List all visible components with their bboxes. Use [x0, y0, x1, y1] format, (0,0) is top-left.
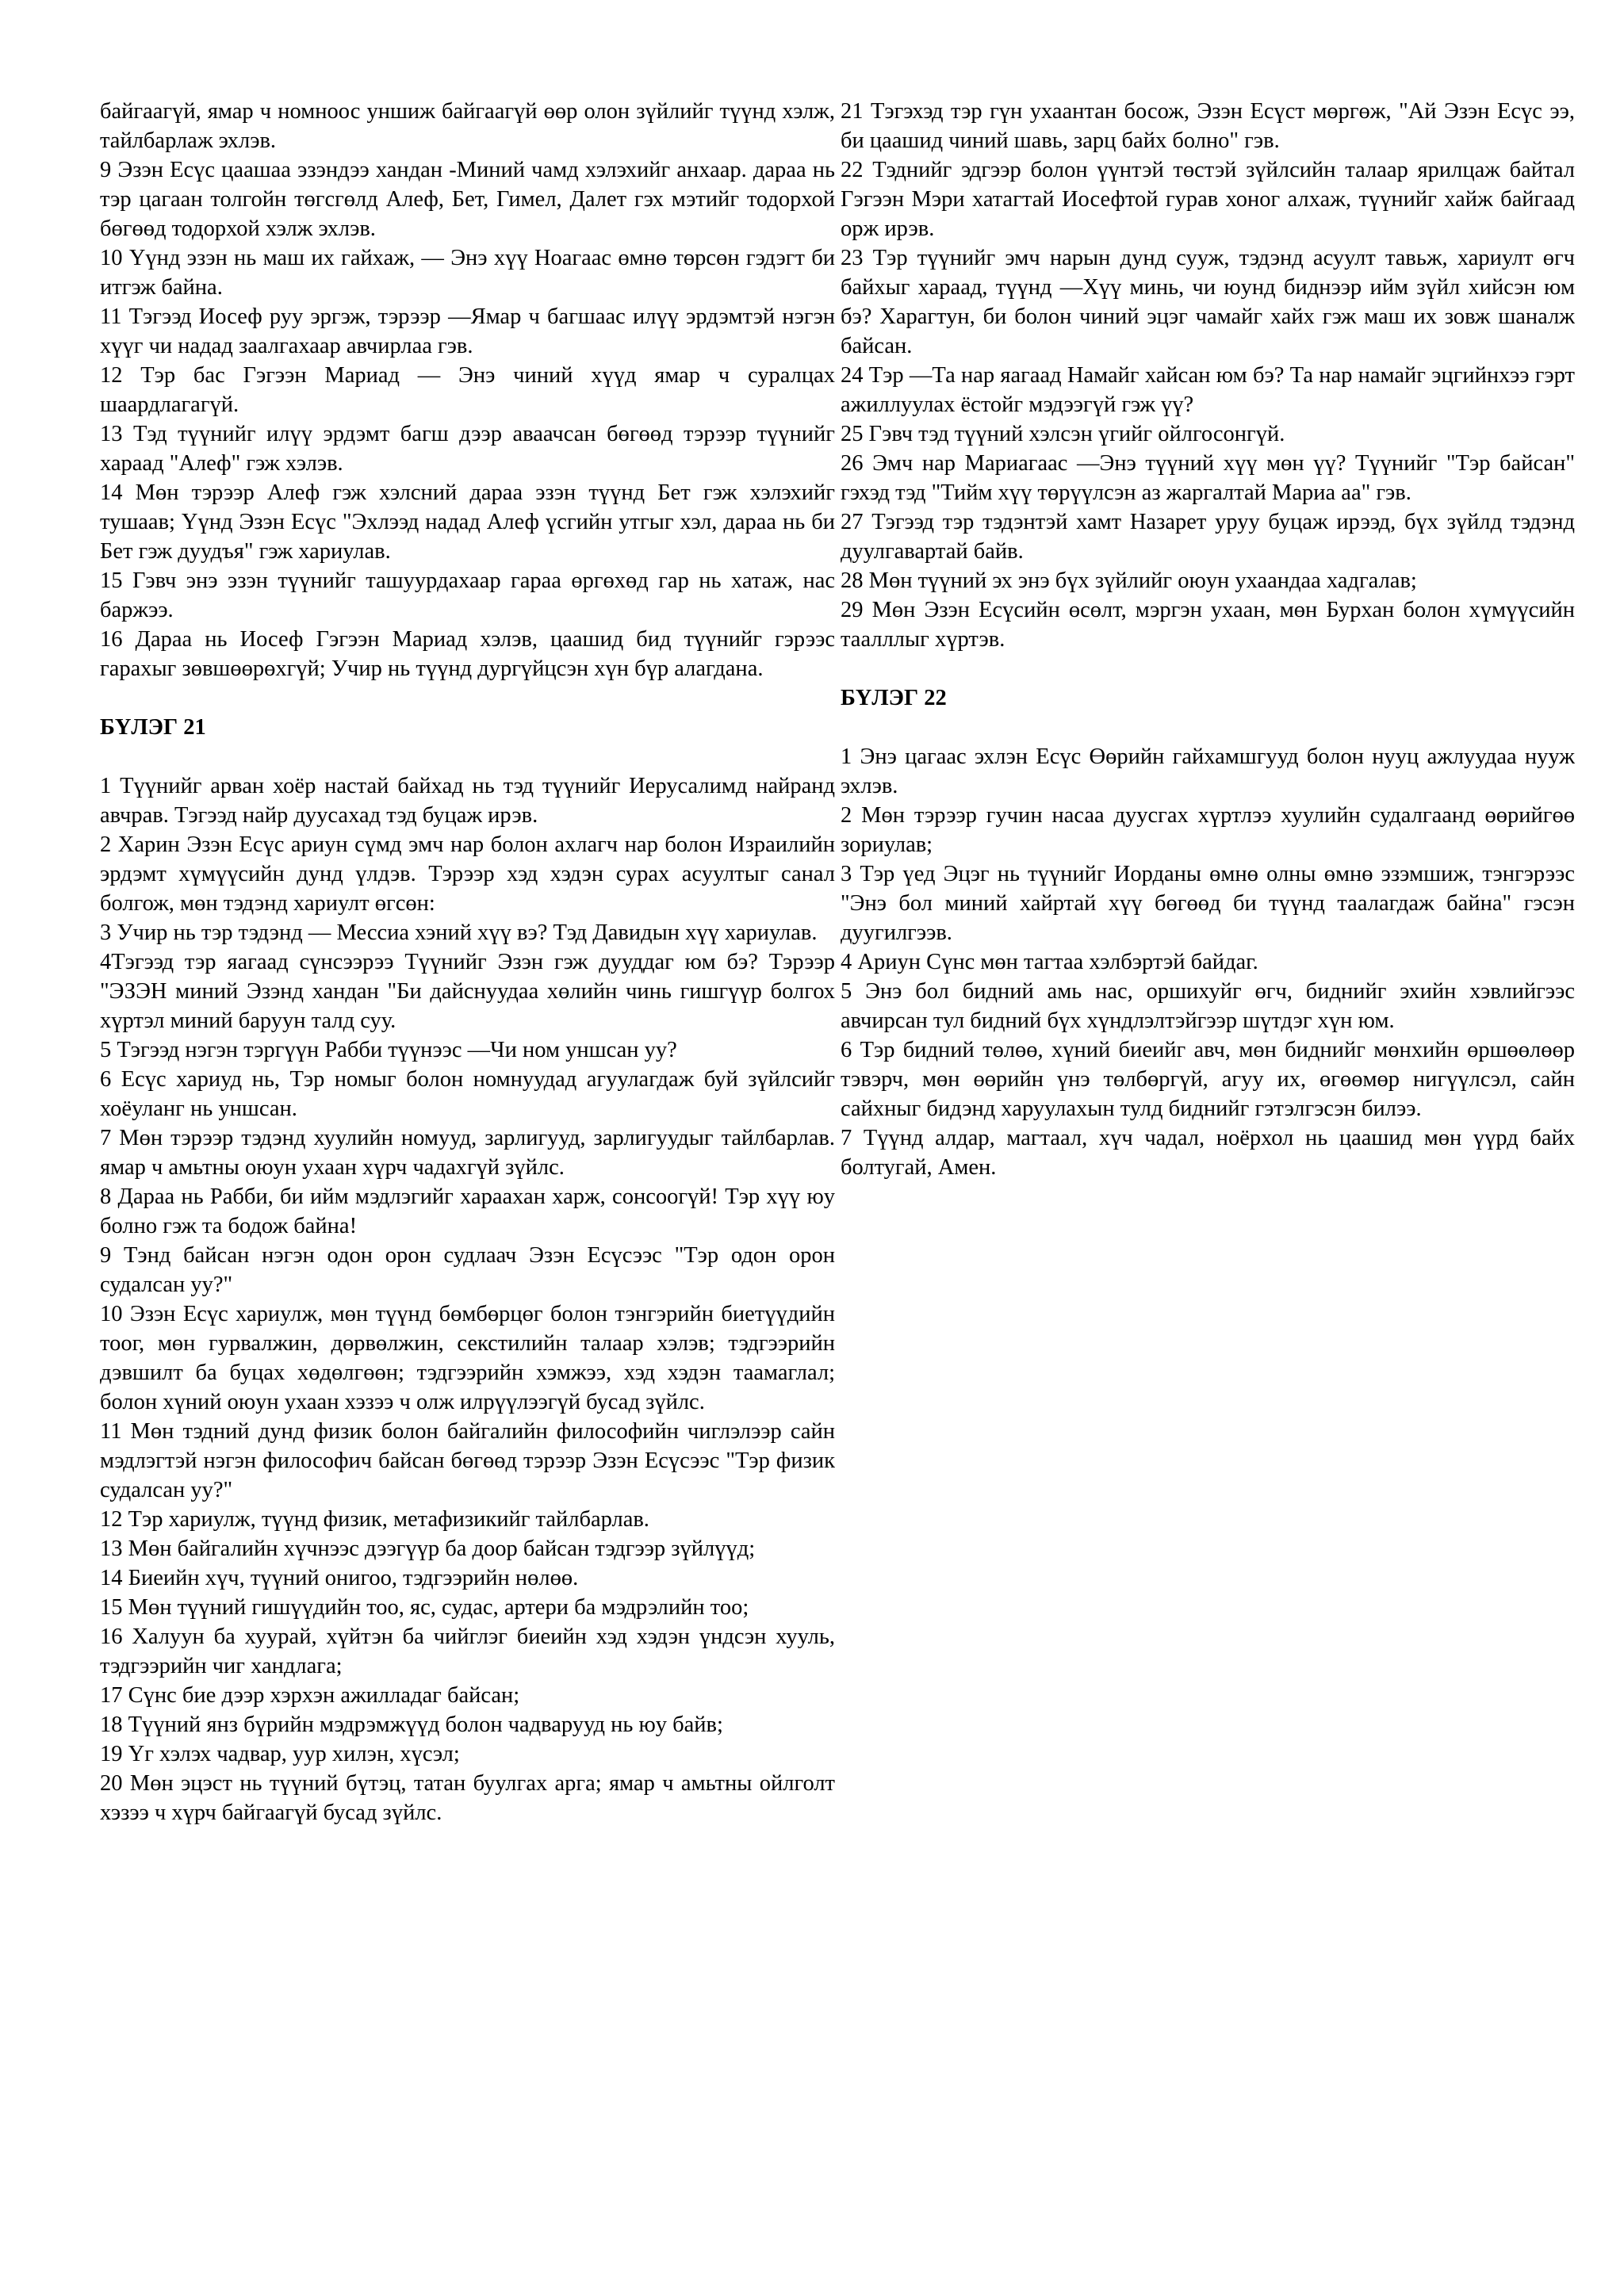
verse-paragraph: 23 Тэр түүнийг эмч нарын дунд сууж, тэдэнд асуулт тавьж, хариулт өгч байхыг хараад, түүнд —Хүү минь, чи юунд биднээр ийм зүйл хийсэн юм бэ? Харагтун, би болон чиний эцэг чамайг хайх гэж маш их зовж шаналж байсан.: [841, 246, 1575, 358]
verse-paragraph: 5 Энэ бол бидний амь нас, оршихуйг өгч, биднийг эхийн хэвлийгээс авчирсан тул бидний бүх хүндлэлтэйгээр шүтдэг хүн юм.: [841, 979, 1575, 1033]
verse-paragraph: 15 Гэвч энэ эзэн түүнийг ташуурдахаар гараа өргөхөд гар нь хатаж, нас баржээ.: [100, 568, 835, 622]
verse-paragraph: 10 Эзэн Есүс хариулж, мөн түүнд бөмбөрцөг болон тэнгэрийн биетүүдийн тоог, мөн гурвалжин, дөрвөлжин, секстилийн талаар хэлэв; тэдгээрийн дэвшилт ба буцах хөдөлгөөн; тэдгээрийн хэмжээ, хэд хэдэн таамаглал; болон хүний оюун ухаан хэзээ ч олж илрүүлээгүй бусад зүйлс.: [100, 1302, 835, 1414]
verse-paragraph: 25 Гэвч тэд түүний хэлсэн үгийг ойлгосонгүй.: [841, 422, 1285, 446]
verse-paragraph: 3 Учир нь тэр тэдэнд — Мессиа хэний хүү вэ? Тэд Давидын хүү хариулав.: [100, 920, 818, 945]
verse-paragraph: 4Тэгээд тэр яагаад сүнсээрээ Түүнийг Эзэн гэж дууддаг юм бэ? Тэрээр "ЭЗЭН миний Эзэнд хандан "Би дайснуудаа хөлийн чинь гишгүүр болгох хүртэл миний баруун талд суу.: [100, 950, 835, 1033]
verse-paragraph: 8 Дараа нь Рабби, би ийм мэдлэгийг хараахан харж, сонсоогүй! Тэр хүү юу болно гэж та бодож байна!: [100, 1184, 835, 1238]
verse-paragraph: 13 Мөн байгалийн хүчнээс дээгүүр ба доор байсан тэдгээр зүйлүүд;: [100, 1536, 756, 1561]
verse-paragraph: 12 Тэр бас Гэгээн Мариад — Энэ чиний хүүд ямар ч суралцах шаардлагагүй.: [100, 363, 835, 417]
verse-paragraph: 11 Мөн тэдний дунд физик болон байгалийн философийн чиглэлээр сайн мэдлэгтэй нэгэн философич байсан бөгөөд тэрээр Эзэн Есүсээс "Тэр физик судалсан уу?": [100, 1419, 835, 1502]
verse-paragraph: 11 Тэгээд Иосеф руу эргэж, тэрээр —Ямар ч багшаас илүү эрдэмтэй нэгэн хүүг чи надад заалгахаар авчирлаа гэв.: [100, 304, 835, 358]
verse-paragraph: 24 Тэр —Та нар яагаад Намайг хайсан юм бэ? Та нар намайг эцгийнхээ гэрт ажиллуулах ёстойг мэдээгүй гэж үү?: [841, 363, 1575, 417]
verse-paragraph: 29 Мөн Эзэн Есүсийн өсөлт, мэргэн ухаан, мөн Бурхан болон хүмүүсийн таалллыг хүртэв.: [841, 598, 1575, 652]
verse-paragraph: 28 Мөн түүний эх энэ бүх зүйлийг оюун ухаандаа хадгалав;: [841, 568, 1417, 593]
verse-paragraph: 21 Тэгэхэд тэр гүн ухаантан босож, Эзэн Есүст мөргөж, "Ай Эзэн Есүс ээ, би цаашид чиний шавь, зарц байх болно" гэв.: [841, 99, 1575, 153]
verse-paragraph: 26 Эмч нар Мариагаас —Энэ түүний хүү мөн үү? Түүнийг "Тэр байсан" гэхэд тэд "Тийм хүү төрүүлсэн аз жаргалтай Мариа аа" гэв.: [841, 451, 1575, 505]
verse-paragraph: 1 Энэ цагаас эхлэн Есүс Өөрийн гайхамшгууд болон нууц ажлуудаа нууж эхлэв.: [841, 744, 1575, 798]
verse-paragraph: 12 Тэр хариулж, түүнд физик, метафизикийг тайлбарлав.: [100, 1507, 649, 1532]
verse-paragraph: 16 Дараа нь Иосеф Гэгээн Мариад хэлэв, цаашид бид түүнийг гэрээс гарахыг зөвшөөрөхгүй; Учир нь түүнд дургүйцсэн хүн бүр алагдана.: [100, 627, 835, 681]
verse-paragraph: 18 Түүний янз бүрийн мэдрэмжүүд болон чадварууд нь юу байв;: [100, 1712, 723, 1737]
verse-paragraph: 20 Мөн эцэст нь түүний бүтэц, татан буулгах арга; ямар ч амьтны ойлголт хэзээ ч хүрч байгаагүй бусад зүйлс.: [100, 1771, 835, 1825]
verse-paragraph: 15 Мөн түүний гишүүдийн тоо, яс, судас, артери ба мэдрэлийн тоо;: [100, 1595, 749, 1620]
verse-paragraph: 19 Үг хэлэх чадвар, уур хилэн, хүсэл;: [100, 1742, 460, 1766]
verse-paragraph: 17 Сүнс бие дээр хэрхэн ажилладаг байсан;: [100, 1683, 520, 1708]
left-column: [100, 97, 835, 1827]
verse-paragraph: 22 Тэднийг эдгээр болон үүнтэй төстэй зүйлсийн талаар ярилцаж байтал Гэгээн Мэри хатагтай Иосефтой гурав хоног алхаж, түүнийг хайж байгаад орж ирэв.: [841, 158, 1575, 241]
verse-paragraph: 27 Тэгээд тэр тэдэнтэй хамт Назарет уруу буцаж ирээд, бүх зүйлд тэдэнд дуулгавартай байв.: [841, 510, 1575, 564]
verse-paragraph: 4 Ариун Сүнс мөн тагтаа хэлбэртэй байдаг.: [841, 950, 1258, 974]
verse-paragraph: 6 Есүс хариуд нь, Тэр номыг болон номнуудад агуулагдаж буй зүйлсийг хоёуланг нь уншсан.: [100, 1067, 835, 1121]
chapter-heading: БҮЛЭГ 21: [100, 715, 206, 740]
verse-paragraph: байгаагүй, ямар ч номноос уншиж байгаагүй өөр олон зүйлийг түүнд хэлж, тайлбарлаж эхлэв.: [100, 99, 835, 153]
verse-paragraph: 1 Түүнийг арван хоёр настай байхад нь тэд түүнийг Иерусалимд найранд авчрав. Тэгээд найр дуусахад тэд буцаж ирэв.: [100, 774, 835, 828]
verse-paragraph: 9 Тэнд байсан нэгэн одон орон судлаач Эзэн Есүсээс "Тэр одон орон судалсан уу?": [100, 1243, 835, 1297]
verse-paragraph: 5 Тэгээд нэгэн тэргүүн Рабби түүнээс —Чи ном уншсан уу?: [100, 1038, 677, 1062]
chapter-heading: БҮЛЭГ 22: [841, 686, 947, 710]
verse-paragraph: 14 Мөн тэрээр Алеф гэж хэлсний дараа эзэн түүнд Бет гэж хэлэхийг тушаав; Үүнд Эзэн Есүс "Эхлээд надад Алеф үсгийн утгыг хэл, дараа нь би Бет гэж дуудъя" гэж хариулав.: [100, 480, 835, 564]
verse-paragraph: 14 Биеийн хүч, түүний онигоо, тэдгээрийн нөлөө.: [100, 1566, 579, 1590]
verse-paragraph: 13 Тэд түүнийг илүү эрдэмт багш дээр аваачсан бөгөөд тэрээр түүнийг хараад "Алеф" гэж хэлэв.: [100, 422, 835, 476]
right-column: [841, 97, 1575, 1182]
verse-paragraph: 9 Эзэн Есүс цаашаа эзэндээ хандан -Миний чамд хэлэхийг анхаар. дараа нь тэр цагаан толгойн төгсгөлд Алеф, Бет, Гимел, Далет гэх мэтийг тодорхой бөгөөд тодорхой хэлж эхлэв.: [100, 158, 835, 241]
verse-paragraph: 3 Тэр үед Эцэг нь түүнийг Иорданы өмнө олны өмнө эзэмшиж, тэнгэрээс "Энэ бол миний хайртай хүү бөгөөд би түүнд таалагдаж байна" гэсэн дуугилгээв.: [841, 862, 1575, 945]
verse-paragraph: 7 Мөн тэрээр тэдэнд хуулийн номууд, зарлигууд, зарлигуудыг тайлбарлав. ямар ч амьтны оюун ухаан хүрч чадахгүй зүйлс.: [100, 1126, 835, 1180]
verse-paragraph: 2 Харин Эзэн Есүс ариун сүмд эмч нар болон ахлагч нар болон Израилийн эрдэмт хүмүүсийн дунд үлдэв. Тэрээр хэд хэдэн сурах асуултыг санал болгож, мөн тэдэнд хариулт өгсөн:: [100, 832, 835, 916]
verse-paragraph: 10 Үүнд эзэн нь маш их гайхаж, — Энэ хүү Ноагаас өмнө төрсөн гэдэгт би итгэж байна.: [100, 246, 835, 300]
verse-paragraph: 6 Тэр бидний төлөө, хүний биеийг авч, мөн биднийг мөнхийн өршөөлөөр тэвэрч, мөн өөрийн үнэ төлбөргүй, агуу их, өгөөмөр нигүүлсэл, сайн сайхныг бидэнд харуулахын тулд биднийг гэтэлгэсэн билээ.: [841, 1038, 1575, 1121]
verse-paragraph: 2 Мөн тэрээр гучин насаа дуусгах хүртлээ хуулийн судалгаанд өөрийгөө зориулав;: [841, 803, 1575, 857]
verse-paragraph: 16 Халуун ба хуурай, хүйтэн ба чийглэг биеийн хэд хэдэн үндсэн хууль, тэдгээрийн чиг хандлага;: [100, 1624, 835, 1678]
verse-paragraph: 7 Түүнд алдар, магтаал, хүч чадал, ноёрхол нь цаашид мөн үүрд байх болтугай, Амен.: [841, 1126, 1575, 1180]
